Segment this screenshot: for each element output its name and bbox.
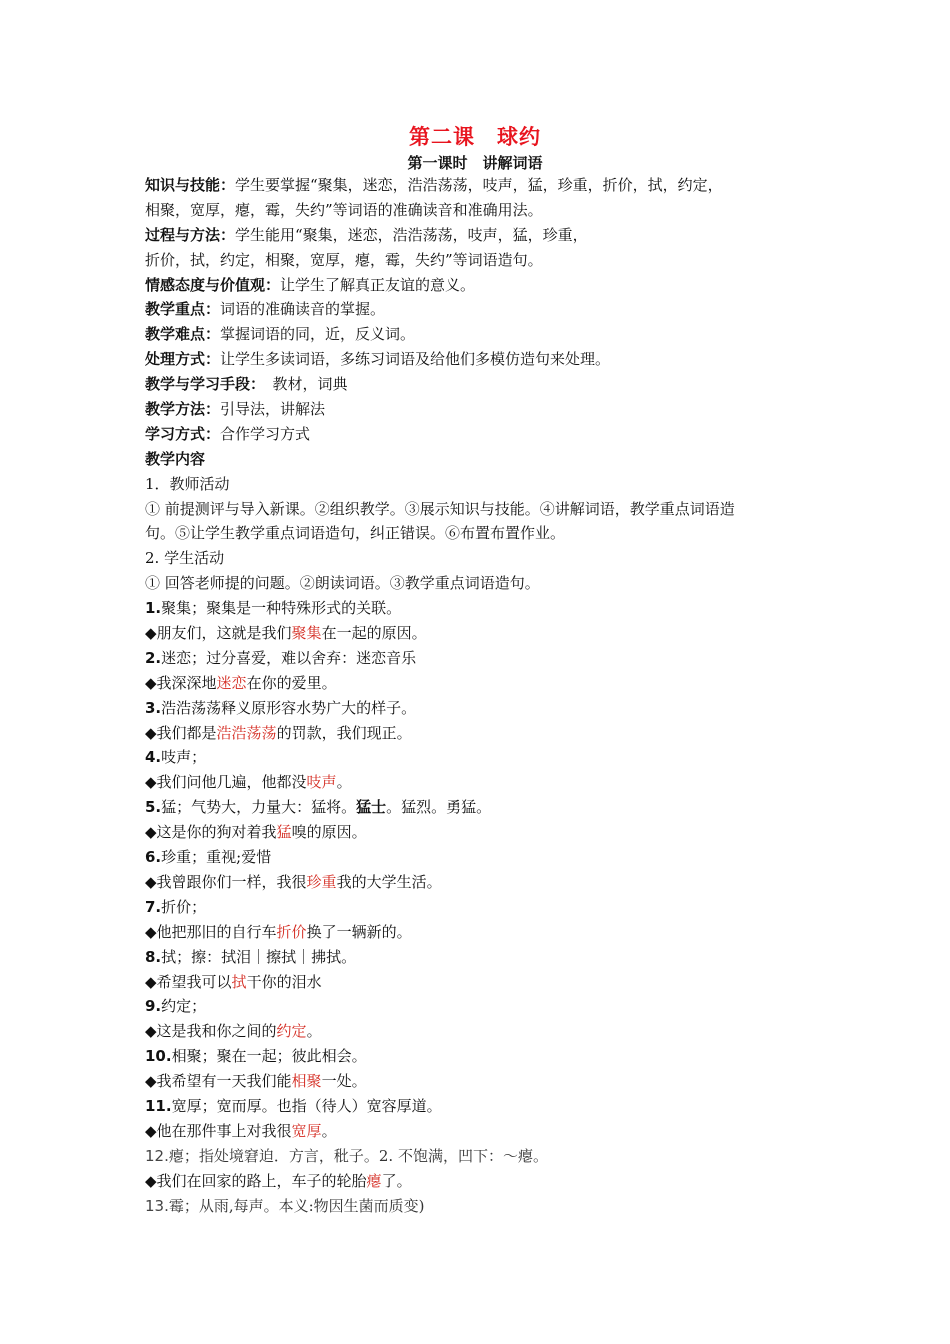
- word-example: [145, 721, 815, 746]
- word-number: 8.: [145, 947, 162, 966]
- word-number: 7.: [145, 897, 162, 916]
- word-number: 10.: [145, 1047, 172, 1066]
- word-definition: [145, 1094, 815, 1119]
- example-highlight: 浩浩荡荡: [216, 723, 277, 742]
- word-definition: [145, 1194, 815, 1219]
- example-prefix: ◆我们问他几遍，他都没: [145, 773, 307, 792]
- lesson-subtitle: 第一课时 讲解词语: [407, 154, 543, 172]
- word-definition-text: 拭；擦：拭泪｜擦拭｜拂拭。: [161, 947, 357, 966]
- example-prefix: ◆朋友们，这就是我们: [145, 624, 292, 643]
- method-line: [145, 397, 815, 422]
- means-text: 教材，词典: [257, 375, 348, 394]
- word-example: [145, 920, 815, 945]
- word-number: 12.: [145, 1146, 169, 1165]
- word-example: [145, 870, 815, 895]
- word-definition: [145, 795, 815, 820]
- word-definition-text: 聚集；聚集是一种特殊形式的关联。: [161, 599, 402, 618]
- lesson-content: [145, 173, 815, 1218]
- example-highlight: 瘪: [366, 1171, 382, 1190]
- key-point-text: 词语的准确读音的掌握。: [220, 300, 386, 319]
- word-number: 4.: [145, 748, 162, 767]
- example-suffix: 在你的爱里。: [246, 673, 337, 692]
- knowledge-label: 知识与技能：: [145, 176, 236, 194]
- word-example: [145, 671, 815, 696]
- example-suffix: 。: [336, 773, 352, 792]
- word-definition-prefix: 猛；气势大，力量大：猛将。: [161, 798, 357, 817]
- word-definition-text: 宽厚；宽而厚。也指（待人）宽容厚道。: [171, 1096, 442, 1115]
- handling-line: [145, 347, 815, 372]
- word-number: 6.: [145, 848, 162, 867]
- method-label: 教学方法：: [145, 400, 221, 419]
- word-number: 13.: [145, 1196, 169, 1215]
- example-suffix: 。: [306, 1022, 322, 1041]
- word-definition: [145, 945, 815, 970]
- key-point-line: [145, 297, 815, 322]
- word-definition-text: 相聚；聚在一起；彼此相会。: [171, 1047, 367, 1066]
- example-suffix: 的罚款，我们现正。: [276, 723, 412, 742]
- word-definition-text: 霉；从雨,每声。本义:物因生菌而质变): [168, 1196, 425, 1215]
- word-number: 1.: [145, 599, 162, 618]
- word-definition-text: 折价；: [161, 897, 207, 916]
- example-suffix: 了。: [381, 1171, 412, 1190]
- process-line-2: 折价，拭，约定，相聚，宽厚，瘪，霉，失约”等词语造句。: [145, 250, 543, 269]
- example-suffix: 。: [321, 1121, 337, 1140]
- word-definition: [145, 646, 815, 671]
- word-number: 2.: [145, 648, 162, 667]
- example-highlight: 珍重: [306, 872, 337, 891]
- handling-text: 让学生多读词语，多练习词语及给他们多模仿造句来处理。: [220, 350, 611, 369]
- example-prefix: ◆我们都是: [145, 723, 217, 742]
- learning-text: 合作学习方式: [220, 424, 311, 443]
- lesson-title: 第二课 球约: [409, 125, 541, 149]
- example-highlight: 猛: [276, 823, 292, 842]
- example-highlight: 聚集: [291, 624, 322, 643]
- word-definition-text: 浩浩荡荡释义原形容水势广大的样子。: [161, 698, 417, 717]
- example-prefix: ◆希望我可以: [145, 972, 232, 991]
- example-highlight: 宽厚: [291, 1121, 322, 1140]
- word-definition-text: 约定；: [161, 997, 207, 1016]
- student-activity-text: ① 回答老师提的问题。②朗读词语。③教学重点词语造句。: [145, 574, 540, 593]
- example-suffix: 嗅的原因。: [291, 823, 367, 842]
- word-definition: [145, 696, 815, 721]
- word-definition: [145, 596, 815, 621]
- word-definition: [145, 845, 815, 870]
- learning-line: [145, 422, 815, 447]
- example-highlight: 迷恋: [216, 673, 247, 692]
- content-heading: 教学内容: [145, 449, 206, 468]
- difficulty-line: [145, 322, 815, 347]
- example-prefix: ◆我们在回家的路上，车子的轮胎: [145, 1171, 367, 1190]
- process-line-1: [145, 223, 815, 248]
- word-example: [145, 1119, 815, 1144]
- knowledge-line-2: 相聚，宽厚，瘪，霉，失约”等词语的准确读音和准确用法。: [145, 200, 543, 219]
- word-definition-text: 迷恋；过分喜爱，难以舍弃：迷恋音乐: [161, 648, 417, 667]
- difficulty-label: 教学难点：: [145, 325, 221, 344]
- example-prefix: ◆他在那件事上对我很: [145, 1121, 292, 1140]
- word-number: 3.: [145, 698, 162, 717]
- example-suffix: 干你的泪水: [246, 972, 322, 991]
- difficulty-text: 掌握词语的同，近，反义词。: [220, 325, 416, 344]
- emotion-line: [145, 273, 815, 298]
- word-example: [145, 820, 815, 845]
- word-definition: [145, 745, 815, 770]
- word-definition: [145, 994, 815, 1019]
- example-prefix: ◆我曾跟你们一样，我很: [145, 872, 307, 891]
- word-number: 5.: [145, 798, 162, 817]
- teacher-activity-heading: 1．教师活动: [145, 474, 230, 493]
- example-highlight: 拭: [231, 972, 247, 991]
- word-example: [145, 1019, 815, 1044]
- emotion-text: 让学生了解真正友谊的意义。: [280, 275, 476, 294]
- example-highlight: 折价: [276, 922, 307, 941]
- means-label: 教学与学习手段：: [145, 375, 258, 394]
- word-example: [145, 1169, 815, 1194]
- example-prefix: ◆我希望有一天我们能: [145, 1072, 292, 1091]
- student-activity-heading: 2. 学生活动: [145, 549, 225, 568]
- example-highlight: 吱声: [306, 773, 337, 792]
- learning-label: 学习方式：: [145, 424, 221, 443]
- example-suffix: 一处。: [321, 1072, 367, 1091]
- word-number: 9.: [145, 997, 162, 1016]
- word-example: [145, 621, 815, 646]
- handling-label: 处理方式：: [145, 350, 221, 369]
- example-prefix: ◆这是你的狗对着我: [145, 823, 277, 842]
- example-highlight: 约定: [276, 1022, 307, 1041]
- process-label: 过程与方法：: [145, 225, 236, 244]
- word-definition-bold: 猛士: [356, 798, 387, 817]
- emotion-label: 情感态度与价值观：: [145, 275, 281, 294]
- knowledge-text: 学生要掌握“聚集，迷恋，浩浩荡荡，吱声，猛，珍重，折价，拭，约定，: [235, 176, 723, 194]
- means-line: [145, 372, 815, 397]
- teacher-activity-text-1: ① 前提测评与导入新课。②组织教学。③展示知识与技能。④讲解词语，教学重点词语造: [145, 499, 735, 518]
- word-definition: [145, 1144, 815, 1169]
- word-definition-text: 珍重；重视;爱惜: [161, 848, 272, 867]
- example-highlight: 相聚: [291, 1072, 322, 1091]
- method-text: 引导法，讲解法: [220, 400, 326, 419]
- word-definition: [145, 1044, 815, 1069]
- word-example: [145, 970, 815, 995]
- word-definition: [145, 895, 815, 920]
- word-definition-text: 吱声；: [161, 748, 207, 767]
- example-prefix: ◆这是我和你之间的: [145, 1022, 277, 1041]
- word-example: [145, 1069, 815, 1094]
- word-number: 11.: [145, 1096, 172, 1115]
- key-point-label: 教学重点：: [145, 300, 221, 319]
- example-suffix: 我的大学生活。: [336, 872, 442, 891]
- word-definition-suffix: 。猛烈。勇猛。: [386, 798, 492, 817]
- word-definition-text: 瘪；指处境窘迫．方言，秕子。2. 不饱满，凹下：～瘪。: [168, 1146, 548, 1165]
- example-suffix: 换了一辆新的。: [306, 922, 412, 941]
- example-suffix: 在一起的原因。: [321, 624, 427, 643]
- teacher-activity-text-2: 句。⑤让学生教学重点词语造句，纠正错误。⑥布置布置作业。: [145, 524, 566, 543]
- example-prefix: ◆他把那旧的自行车: [145, 922, 277, 941]
- process-text: 学生能用“聚集，迷恋，浩浩荡荡，吱声，猛，珍重，: [235, 225, 588, 244]
- knowledge-line-1: [145, 173, 815, 198]
- example-prefix: ◆我深深地: [145, 673, 217, 692]
- word-example: [145, 770, 815, 795]
